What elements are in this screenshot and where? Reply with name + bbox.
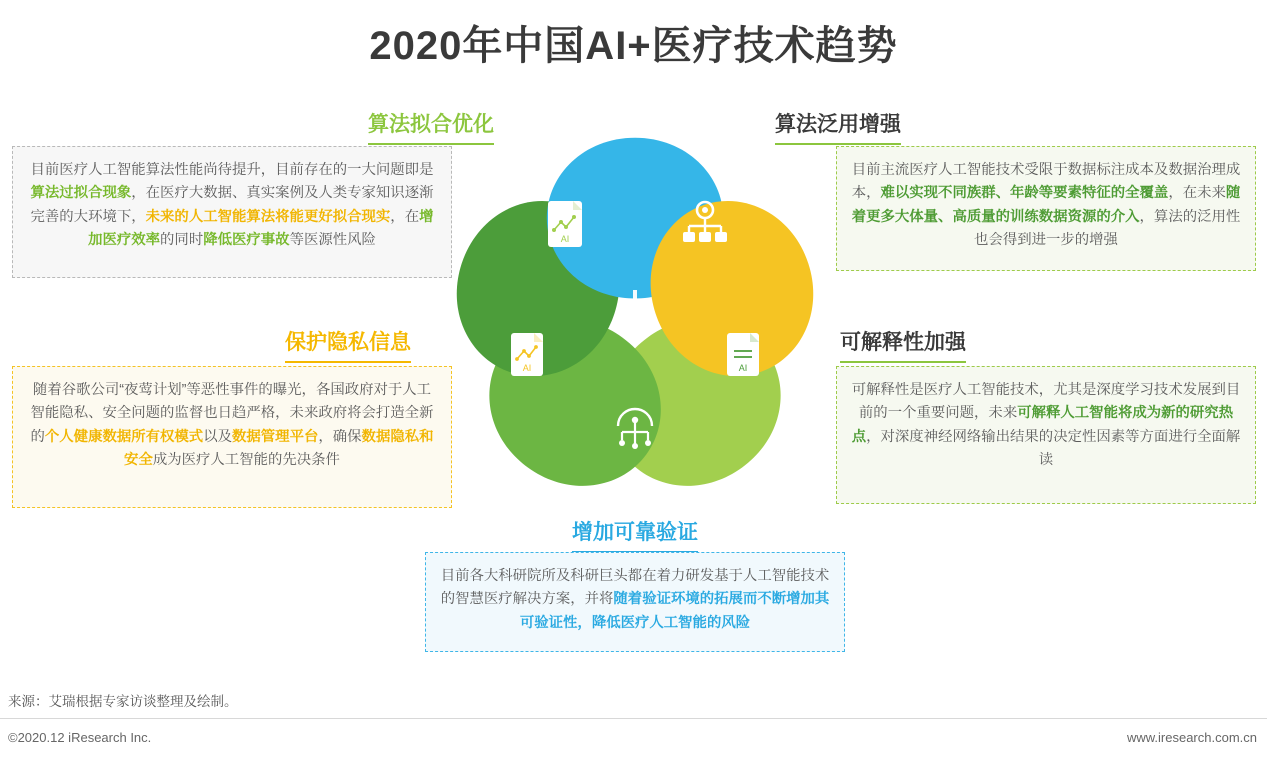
heading-underline bbox=[775, 143, 901, 145]
petal-diagram bbox=[440, 120, 830, 520]
heading-explainable bbox=[840, 326, 966, 363]
source-note: 来源：艾瑞根据专家访谈整理及绘制。 bbox=[8, 694, 238, 709]
svg-text:AI: AI bbox=[560, 234, 570, 244]
document-ai-icon bbox=[727, 333, 759, 376]
heading-algo-general-label: 算法泛用增强 bbox=[775, 113, 901, 136]
heading-privacy bbox=[285, 326, 411, 363]
heading-algo-fit bbox=[368, 108, 494, 145]
heading-underline bbox=[368, 143, 494, 145]
heading-explainable-label: 可解释性加强 bbox=[840, 331, 966, 354]
heading-verification bbox=[572, 516, 698, 553]
svg-text:AI: AI bbox=[522, 363, 532, 373]
heading-underline bbox=[285, 361, 411, 363]
textbox-explainable-text: 可解释性是医疗人工智能技术，尤其是深度学习技术发展到目前的一个重要问题，未来可解释人工智能将成为新的研究热点，对深度神经网络输出结果的决定性因素等方面进行全面解读 bbox=[851, 382, 1241, 468]
textbox-privacy bbox=[12, 366, 452, 508]
textbox-verification bbox=[425, 552, 845, 652]
textbox-verification-text: 目前各大科研院所及科研巨头都在着力研发基于人工智能技术的智慧医疗解决方案，并将随着验证环境的拓展而不断增加其可验证性，降低医疗人工智能的风险 bbox=[440, 568, 830, 631]
chart-ai-icon bbox=[511, 333, 543, 376]
page-title: 2020年中国AI+医疗技术趋势 bbox=[369, 24, 898, 68]
heading-algo-general bbox=[775, 108, 901, 145]
textbox-algo-fit-text: 目前医疗人工智能算法性能尚待提升，目前存在的一大问题即是算法过拟合现象，在医疗大数据、真实案例及人类专家知识逐渐完善的大环境下，未来的人工智能算法将能更好拟合现实，在增加医疗效率的同时降低医疗事故等医源性风险 bbox=[30, 162, 434, 248]
textbox-algo-general-text: 目前主流医疗人工智能技术受限于数据标注成本及数据治理成本，难以实现不同族群、年龄等要素特征的全覆盖，在未来随着更多大体量、高质量的训练数据资源的介入，算法的泛用性也会得到进一步的增强 bbox=[851, 162, 1241, 248]
footer-divider bbox=[0, 718, 1267, 719]
heading-privacy-label: 保护隐私信息 bbox=[285, 331, 411, 354]
svg-text:AI: AI bbox=[738, 363, 748, 373]
heading-algo-fit-label: 算法拟合优化 bbox=[368, 113, 494, 136]
textbox-explainable bbox=[836, 366, 1256, 504]
website-text: www.iresearch.com.cn bbox=[1126, 730, 1257, 745]
textbox-algo-fit bbox=[12, 146, 452, 278]
copyright-text: ©2020.12 iResearch Inc. bbox=[8, 730, 152, 745]
heading-verification-label: 增加可靠验证 bbox=[572, 521, 698, 544]
textbox-algo-general bbox=[836, 146, 1256, 271]
document-ai-icon bbox=[548, 201, 582, 247]
heading-underline bbox=[840, 361, 966, 363]
textbox-privacy-text: 随着谷歌公司“夜莺计划”等恶性事件的曝光，各国政府对于人工智能隐私、安全问题的监督也日趋严格，未来政府将会打造全新的个人健康数据所有权模式以及数据管理平台，确保数据隐私和安全成为医疗人工智能的先决条件 bbox=[30, 382, 434, 468]
